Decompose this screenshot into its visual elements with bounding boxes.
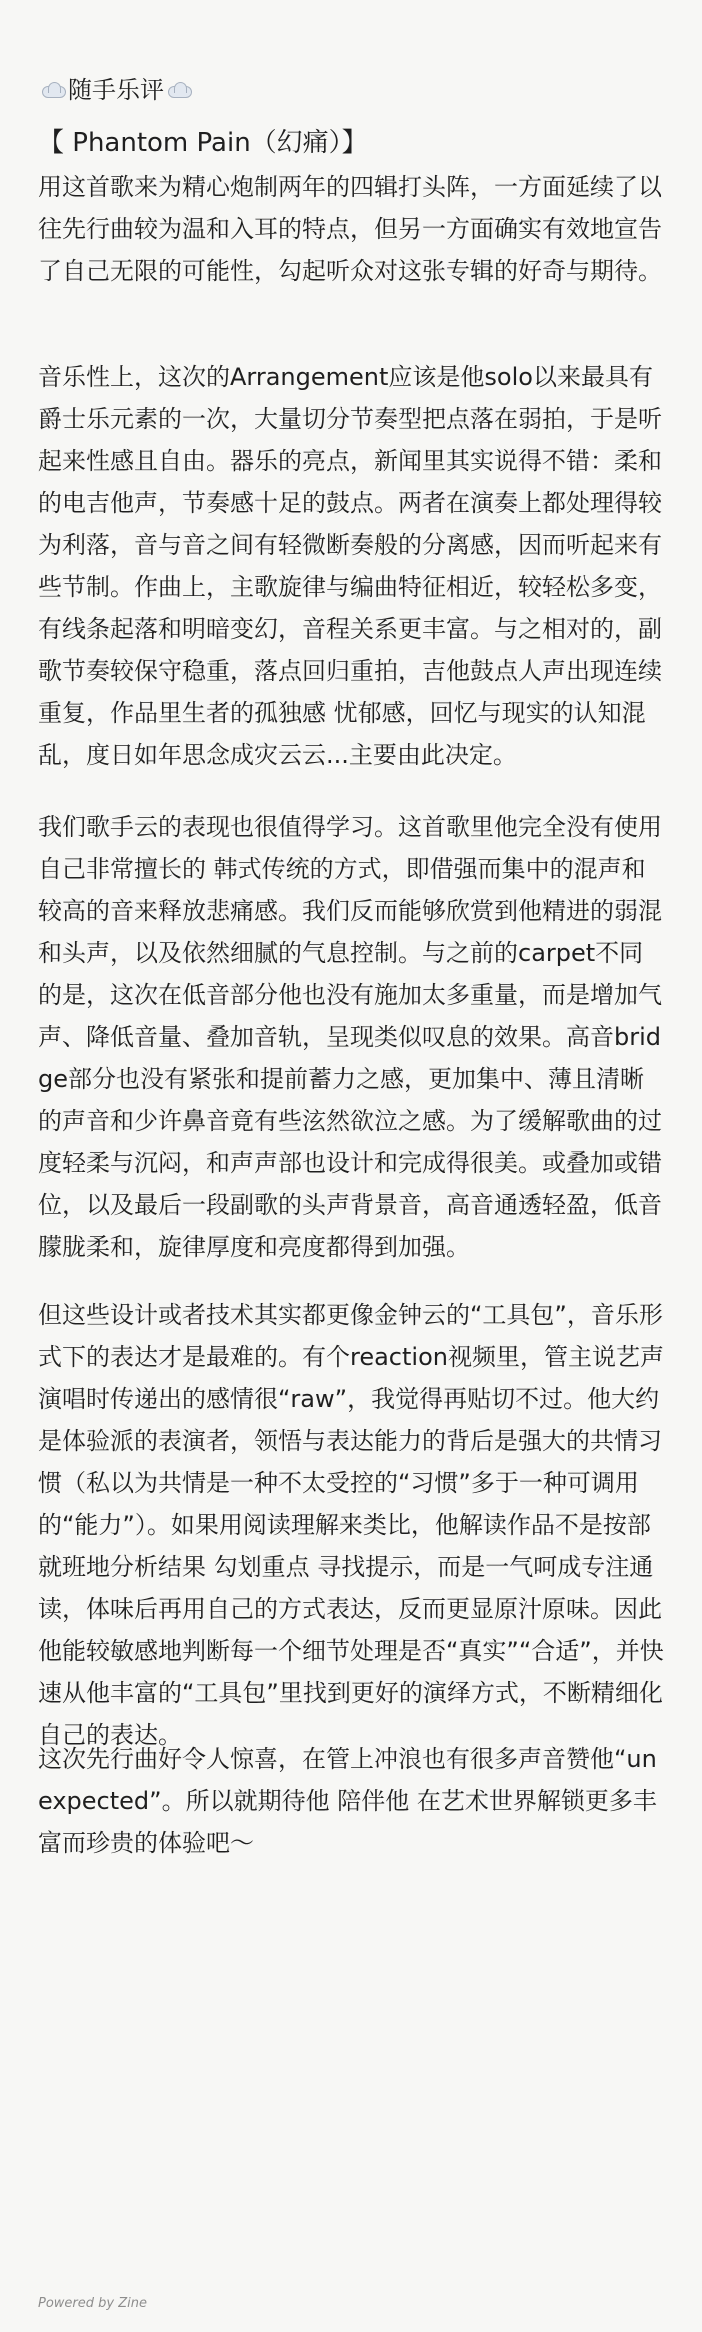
cloud-icon [166,82,192,98]
paragraph-vocals: 我们歌手云的表现也很值得学习。这首歌里他完全没有使用自己非常擅长的 韩式传统的方式，即借强而集中的混声和较高的音来释放悲痛感。我们反而能够欣赏到他精进的弱混和头声，以及依然细腻的气息控制。与之前的carpet不同的是，这次在低音部分他也没有施加太多重量，而是增加气声、降低音量、叠加音轨，呈现类似叹息的效果。高音bridge部分也没有紧张和提前蓄力之感，更加集中、薄且清晰的声音和少许鼻音竟有些泫然欲泣之感。为了缓解歌曲的过度轻柔与沉闷，和声声部也设计和完成得很美。或叠加或错位，以及最后一段副歌的头声背景音，高音通透轻盈，低音朦胧柔和，旋律厚度和亮度都得到加强。 [38,813,662,1261]
paragraph-closing: 这次先行曲好令人惊喜，在管上冲浪也有很多声音赞他“unexpected”。所以就期待他 陪伴他 在艺术世界解锁更多丰富而珍贵的体验吧～ [38,1745,657,1857]
paragraph-intro: 用这首歌来为精心炮制两年的四辑打头阵，一方面延续了以往先行曲较为温和入耳的特点，但另一方面确实有效地宣告了自己无限的可能性，勾起听众对这张专辑的好奇与期待。 [38,173,662,285]
cloud-icon [40,82,66,98]
song-heading: 【 Phantom Pain（幻痛）】 [38,128,368,158]
title-text: 随手乐评 [68,76,164,104]
paragraph-musicality: 音乐性上，这次的Arrangement应该是他solo以来最具有爵士乐元素的一次，大量切分节奏型把点落在弱拍，于是听起来性感且自由。器乐的亮点，新闻里其实说得不错：柔和的电吉他声，节奏感十足的鼓点。两者在演奏上都处理得较为利落，音与音之间有轻微断奏般的分离感，因而听起来有些节制。作曲上，主歌旋律与编曲特征相近，较轻松多变，有线条起落和明暗变幻，音程关系更丰富。与之相对的，副歌节奏较保守稳重，落点回归重拍，吉他鼓点人声出现连续重复，作品里生者的孤独感 忧郁感，回忆与现实的认知混乱，度日如年思念成灾云云...主要由此决定。 [38,363,662,769]
article-title [38,70,194,110]
powered-by-footer: Powered by Zine [38,2296,147,2311]
paragraph-expression: 但这些设计或者技术其实都更像金钟云的“工具包”，音乐形式下的表达才是最难的。有个reaction视频里，管主说艺声演唱时传递出的感情很“raw”，我觉得再贴切不过。他大约是体验派的表演者，领悟与表达能力的背后是强大的共情习惯（私以为共情是一种不太受控的“习惯”多于一种可调用的“能力”）。如果用阅读理解来类比，他解读作品不是按部就班地分析结果 勾划重点 寻找提示，而是一气呵成专注通读，体味后再用自己的方式表达，反而更显原汁原味。因此他能较敏感地判断每一个细节处理是否“真实”“合适”，并快速从他丰富的“工具包”里找到更好的演绎方式，不断精细化自己的表达。 [38,1301,664,1749]
